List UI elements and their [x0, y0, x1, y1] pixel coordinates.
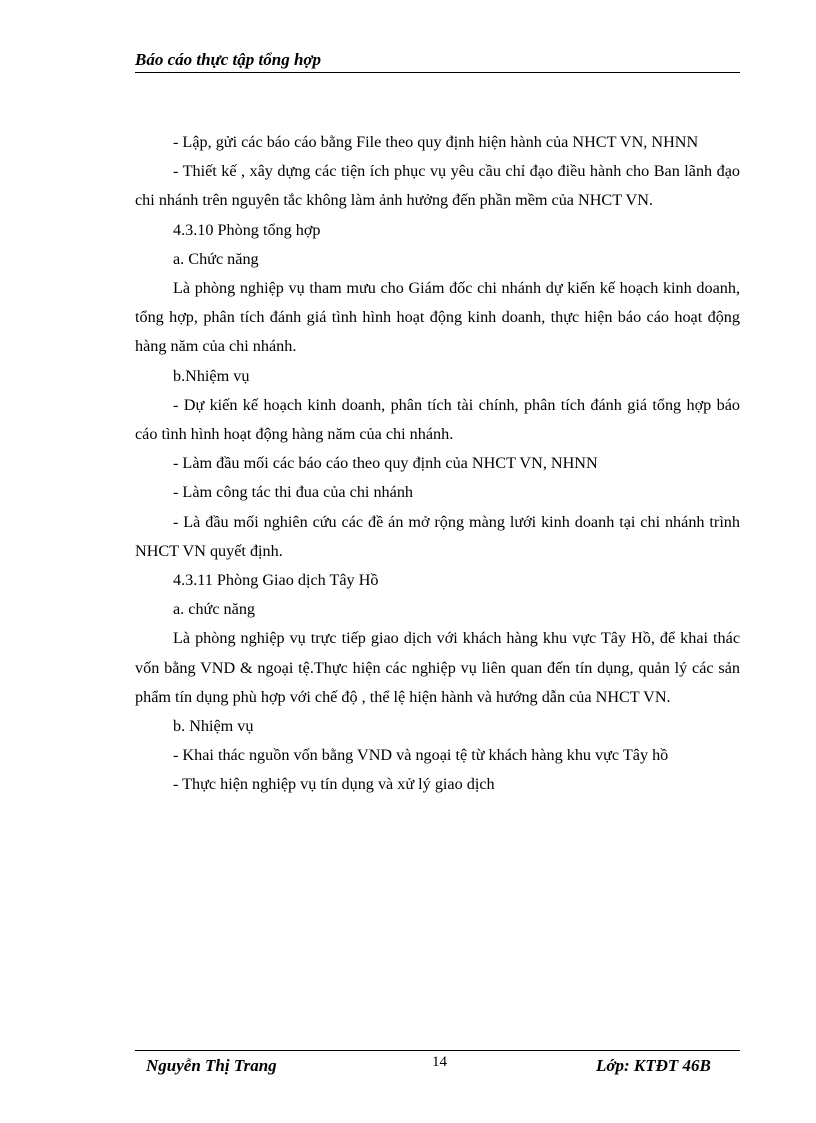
report-title: Báo cáo thực tập tổng hợp [135, 50, 322, 69]
paragraph: - Thiết kế , xây dựng các tiện ích phục vụ yêu cầu chỉ đạo điều hành cho Ban lãnh đạo chi nhánh trên nguyên tắc không làm ảnh hưởng đến phần mềm của NHCT VN. [135, 162, 740, 210]
paragraph: Là phòng nghiệp vụ tham mưu cho Giám đốc chi nhánh dự kiến kế hoạch kinh doanh, tổng hợp, phân tích đánh giá tình hình hoạt động kinh doanh, thực hiện báo cáo hoạt động hàng năm của chi nhánh. [135, 279, 740, 356]
document-body [135, 128, 740, 800]
section-heading: 4.3.11 Phòng Giao dịch Tây Hồ [173, 571, 379, 590]
paragraph: - Khai thác nguồn vốn bằng VND và ngoại tệ từ khách hàng khu vực Tây hồ [173, 746, 669, 765]
paragraph: Là phòng nghiệp vụ trực tiếp giao dịch với khách hàng khu vực Tây Hồ, để khai thác vốn bằng VND & ngoại tệ.Thực hiện các nghiệp vụ liên quan đến tín dụng, quản lý các sản phẩm tín dụng phù hợp với chế độ , thể lệ hiện hành và hướng dẫn của NHCT VN. [135, 629, 740, 706]
paragraph: - Dự kiến kế hoạch kinh doanh, phân tích tài chính, phân tích đánh giá tổng hợp báo cáo tình hình hoạt động hàng năm của chi nhánh. [135, 395, 740, 444]
paragraph: - Là đầu mối nghiên cứu các đề án mở rộng màng lưới kinh doanh tại chi nhánh trình NHCT VN quyết định. [135, 512, 740, 560]
paragraph: - Lập, gửi các báo cáo bằng File theo quy định hiện hành của NHCT VN, NHNN [173, 133, 699, 151]
footer-author: Nguyễn Thị Trang [146, 1056, 277, 1075]
subsection-heading: a. Chức năng [173, 249, 259, 268]
paragraph: - Thực hiện nghiệp vụ tín dụng và xử lý giao dịch [173, 775, 495, 794]
footer-divider [135, 1050, 740, 1051]
page-header [135, 50, 740, 73]
paragraph: - Làm đầu mối các báo cáo theo quy định của NHCT VN, NHNN [173, 454, 598, 473]
page-number: 14 [432, 1054, 447, 1070]
section-heading: 4.3.10 Phòng tổng hợp [173, 220, 321, 239]
subsection-heading: a. chức năng [173, 600, 256, 619]
subsection-heading: b.Nhiệm vụ [173, 366, 250, 385]
subsection-heading: b. Nhiệm vụ [173, 717, 254, 736]
footer-class-label: Lớp: KTĐT 46B [596, 1056, 711, 1075]
paragraph: - Làm công tác thi đua của chi nhánh [173, 483, 414, 502]
